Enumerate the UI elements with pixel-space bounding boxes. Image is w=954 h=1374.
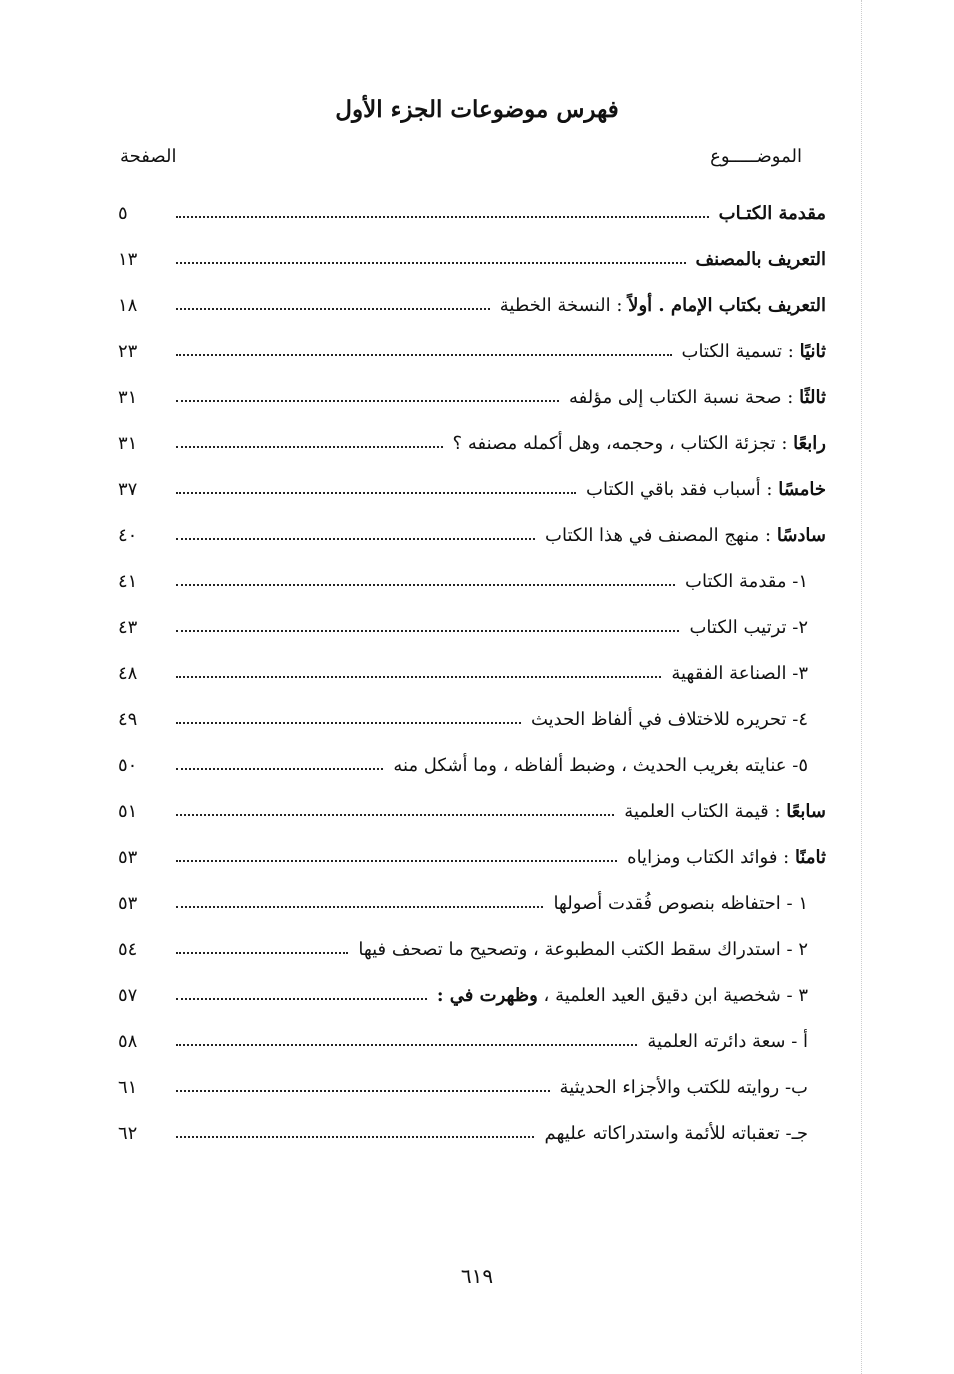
- toc-entry-title-part: ثالثًا: [799, 386, 826, 408]
- toc-entry-title-part: ١- مقدمة الكتاب: [685, 570, 808, 592]
- toc-entry-title-part: التعريف بكتاب الإمام . أولاً: [628, 294, 826, 316]
- toc-entry-title: [647, 1031, 826, 1052]
- dot-leader: [176, 768, 383, 770]
- toc-entry-title: [685, 571, 826, 592]
- toc-entry-title: [531, 709, 826, 730]
- toc-entry-title: [671, 663, 826, 684]
- toc-entry-title: [358, 939, 826, 960]
- toc-entry-title-part: أ - سعة دائرته العلمية: [647, 1030, 808, 1052]
- toc-entry-title-part: : تجزئة الكتاب ، وحجمه، وهل أكمله مصنفه ؟: [452, 432, 794, 454]
- dot-leader: [176, 1090, 550, 1092]
- toc-entry-page: ٣١: [118, 386, 138, 408]
- toc-entry-title-part: ٣- الصناعة الفقهية: [671, 662, 808, 684]
- toc-entry: [118, 1110, 826, 1156]
- dot-leader: [176, 998, 427, 1000]
- toc-entry-title: [569, 387, 826, 408]
- toc-entry-page: ٥١: [118, 800, 138, 822]
- toc-entry: [118, 1064, 826, 1110]
- toc-entry-title-part: جـ- تعقباته للأئمة واستدراكاته عليهم: [544, 1122, 808, 1144]
- toc-entry-page: ٥٠: [118, 754, 138, 776]
- dot-leader: [176, 308, 490, 310]
- dot-leader: [176, 860, 617, 862]
- margin-dotted-line: [861, 0, 862, 1374]
- toc-entry-title-part: : النسخة الخطية: [499, 294, 629, 316]
- toc-entry-title-part: : تسمية الكتاب: [681, 340, 800, 362]
- toc-entry-page: ٤٠: [118, 524, 138, 546]
- toc-entry-title-part: ثانيًا: [799, 340, 826, 362]
- toc-entry-page: ٣١: [118, 432, 138, 454]
- dot-leader: [176, 676, 661, 678]
- toc-entry: [118, 236, 826, 282]
- dot-leader: [176, 538, 535, 540]
- dot-leader: [176, 216, 709, 218]
- toc-entry-page: ٥٤: [118, 938, 138, 960]
- toc-entry: [118, 282, 826, 328]
- dot-leader: [176, 722, 521, 724]
- subject-column-header: الموضـــــوع: [710, 146, 802, 167]
- toc-entry-title-part: سابعًا: [786, 800, 826, 822]
- dot-leader: [176, 446, 443, 448]
- toc-entry-title-part: ٥- عنايته بغريب الحديث ، وضبط ألفاظه ، وما أشكل منه: [393, 754, 808, 776]
- toc-entry-page: ٦١: [118, 1076, 138, 1098]
- toc-entry-title-part: رابعًا: [793, 432, 826, 454]
- page-number: ٦١٩: [460, 1264, 494, 1288]
- toc-entry-title-part: وظهرت في :: [436, 984, 538, 1006]
- table-of-contents: [118, 190, 826, 1156]
- toc-entry-page: ٥: [118, 202, 128, 224]
- toc-entry-title-part: : أسباب فقد باقي الكتاب: [586, 478, 779, 500]
- toc-entry-title-part: خامسًا: [778, 478, 826, 500]
- dot-leader: [176, 814, 614, 816]
- toc-entry-page: ٣٧: [118, 478, 138, 500]
- toc-entry: [118, 420, 826, 466]
- toc-entry-title-part: : فوائد الكتاب ومزاياه: [627, 846, 795, 868]
- toc-entry: [118, 972, 826, 1018]
- toc-entry: [118, 374, 826, 420]
- toc-entry-page: ٤٨: [118, 662, 138, 684]
- toc-entry-title-part: ٢ - استدراك سقط الكتب المطبوعة ، وتصحيح ما تصحف فيها: [358, 938, 808, 960]
- toc-entry-page: ١٨: [118, 294, 138, 316]
- dot-leader: [176, 400, 559, 402]
- toc-entry-page: ٤٩: [118, 708, 138, 730]
- toc-entry-page: ٥٣: [118, 892, 138, 914]
- toc-entry: [118, 1018, 826, 1064]
- toc-entry: [118, 512, 826, 558]
- toc-entry-page: ٥٣: [118, 846, 138, 868]
- dot-leader: [176, 584, 675, 586]
- toc-entry-title: [682, 341, 827, 362]
- toc-entry: [118, 880, 826, 926]
- dot-leader: [176, 1044, 637, 1046]
- dot-leader: [176, 492, 576, 494]
- toc-entry-title: [553, 893, 826, 914]
- toc-entry: [118, 926, 826, 972]
- page-title: فهرس موضوعات الجزء الأول: [335, 96, 619, 123]
- toc-entry-title: [545, 525, 826, 546]
- toc-entry-title: [624, 801, 826, 822]
- toc-entry-title: [500, 295, 826, 316]
- toc-entry-page: ٢٣: [118, 340, 138, 362]
- toc-entry: [118, 650, 826, 696]
- dot-leader: [176, 630, 679, 632]
- toc-entry: [118, 466, 826, 512]
- toc-entry-page: ٤١: [118, 570, 138, 592]
- toc-entry: [118, 742, 826, 788]
- toc-entry-title-part: التعريف بالمصنف: [695, 248, 826, 270]
- toc-entry-title: [689, 617, 826, 638]
- toc-entry-title: [544, 1123, 826, 1144]
- toc-entry: [118, 604, 826, 650]
- toc-entry-page: ١٣: [118, 248, 138, 270]
- toc-entry-title: [560, 1077, 826, 1098]
- toc-entry-title: [719, 203, 826, 224]
- dot-leader: [176, 906, 543, 908]
- toc-entry: [118, 328, 826, 374]
- toc-entry: [118, 788, 826, 834]
- toc-entry-page: ٥٧: [118, 984, 138, 1006]
- dot-leader: [176, 354, 672, 356]
- toc-entry-title-part: : صحة نسبة الكتاب إلى مؤلفه: [569, 386, 800, 408]
- toc-entry-title-part: ب- روايته للكتب والأجزاء الحديثية: [559, 1076, 808, 1098]
- toc-entry-page: ٥٨: [118, 1030, 138, 1052]
- toc-entry-title: [586, 479, 826, 500]
- dot-leader: [176, 1136, 534, 1138]
- toc-entry-title-part: سادسًا: [776, 524, 826, 546]
- toc-entry-title-part: : قيمة الكتاب العلمية: [624, 800, 787, 822]
- toc-entry: [118, 696, 826, 742]
- toc-entry-title: [627, 847, 826, 868]
- dot-leader: [176, 952, 348, 954]
- toc-entry-title-part: ١ - احتفاظه بنصوص فُقدت أصولها: [553, 892, 808, 914]
- toc-entry-title: [696, 249, 827, 270]
- toc-entry-title-part: ٣ - شخصية ابن دقيق العيد العلمية ،: [537, 984, 808, 1006]
- toc-entry-page: ٤٣: [118, 616, 138, 638]
- dot-leader: [176, 262, 686, 264]
- toc-entry-title: [393, 755, 826, 776]
- toc-entry-page: ٦٢: [118, 1122, 138, 1144]
- page-column-header: الصفحة: [120, 146, 177, 167]
- toc-entry-title-part: مقدمة الكتـاب: [718, 202, 826, 224]
- toc-entry: [118, 190, 826, 236]
- toc-entry-title-part: ٢- ترتيب الكتاب: [689, 616, 808, 638]
- toc-entry-title: [453, 433, 826, 454]
- toc-entry-title-part: : منهج المصنف في هذا الكتاب: [545, 524, 777, 546]
- toc-entry-title-part: ثامنًا: [794, 846, 826, 868]
- toc-entry: [118, 558, 826, 604]
- toc-entry-title: [437, 985, 826, 1006]
- toc-entry-title-part: ٤- تحريره للاختلاف في ألفاظ الحديث: [530, 708, 808, 730]
- toc-entry: [118, 834, 826, 880]
